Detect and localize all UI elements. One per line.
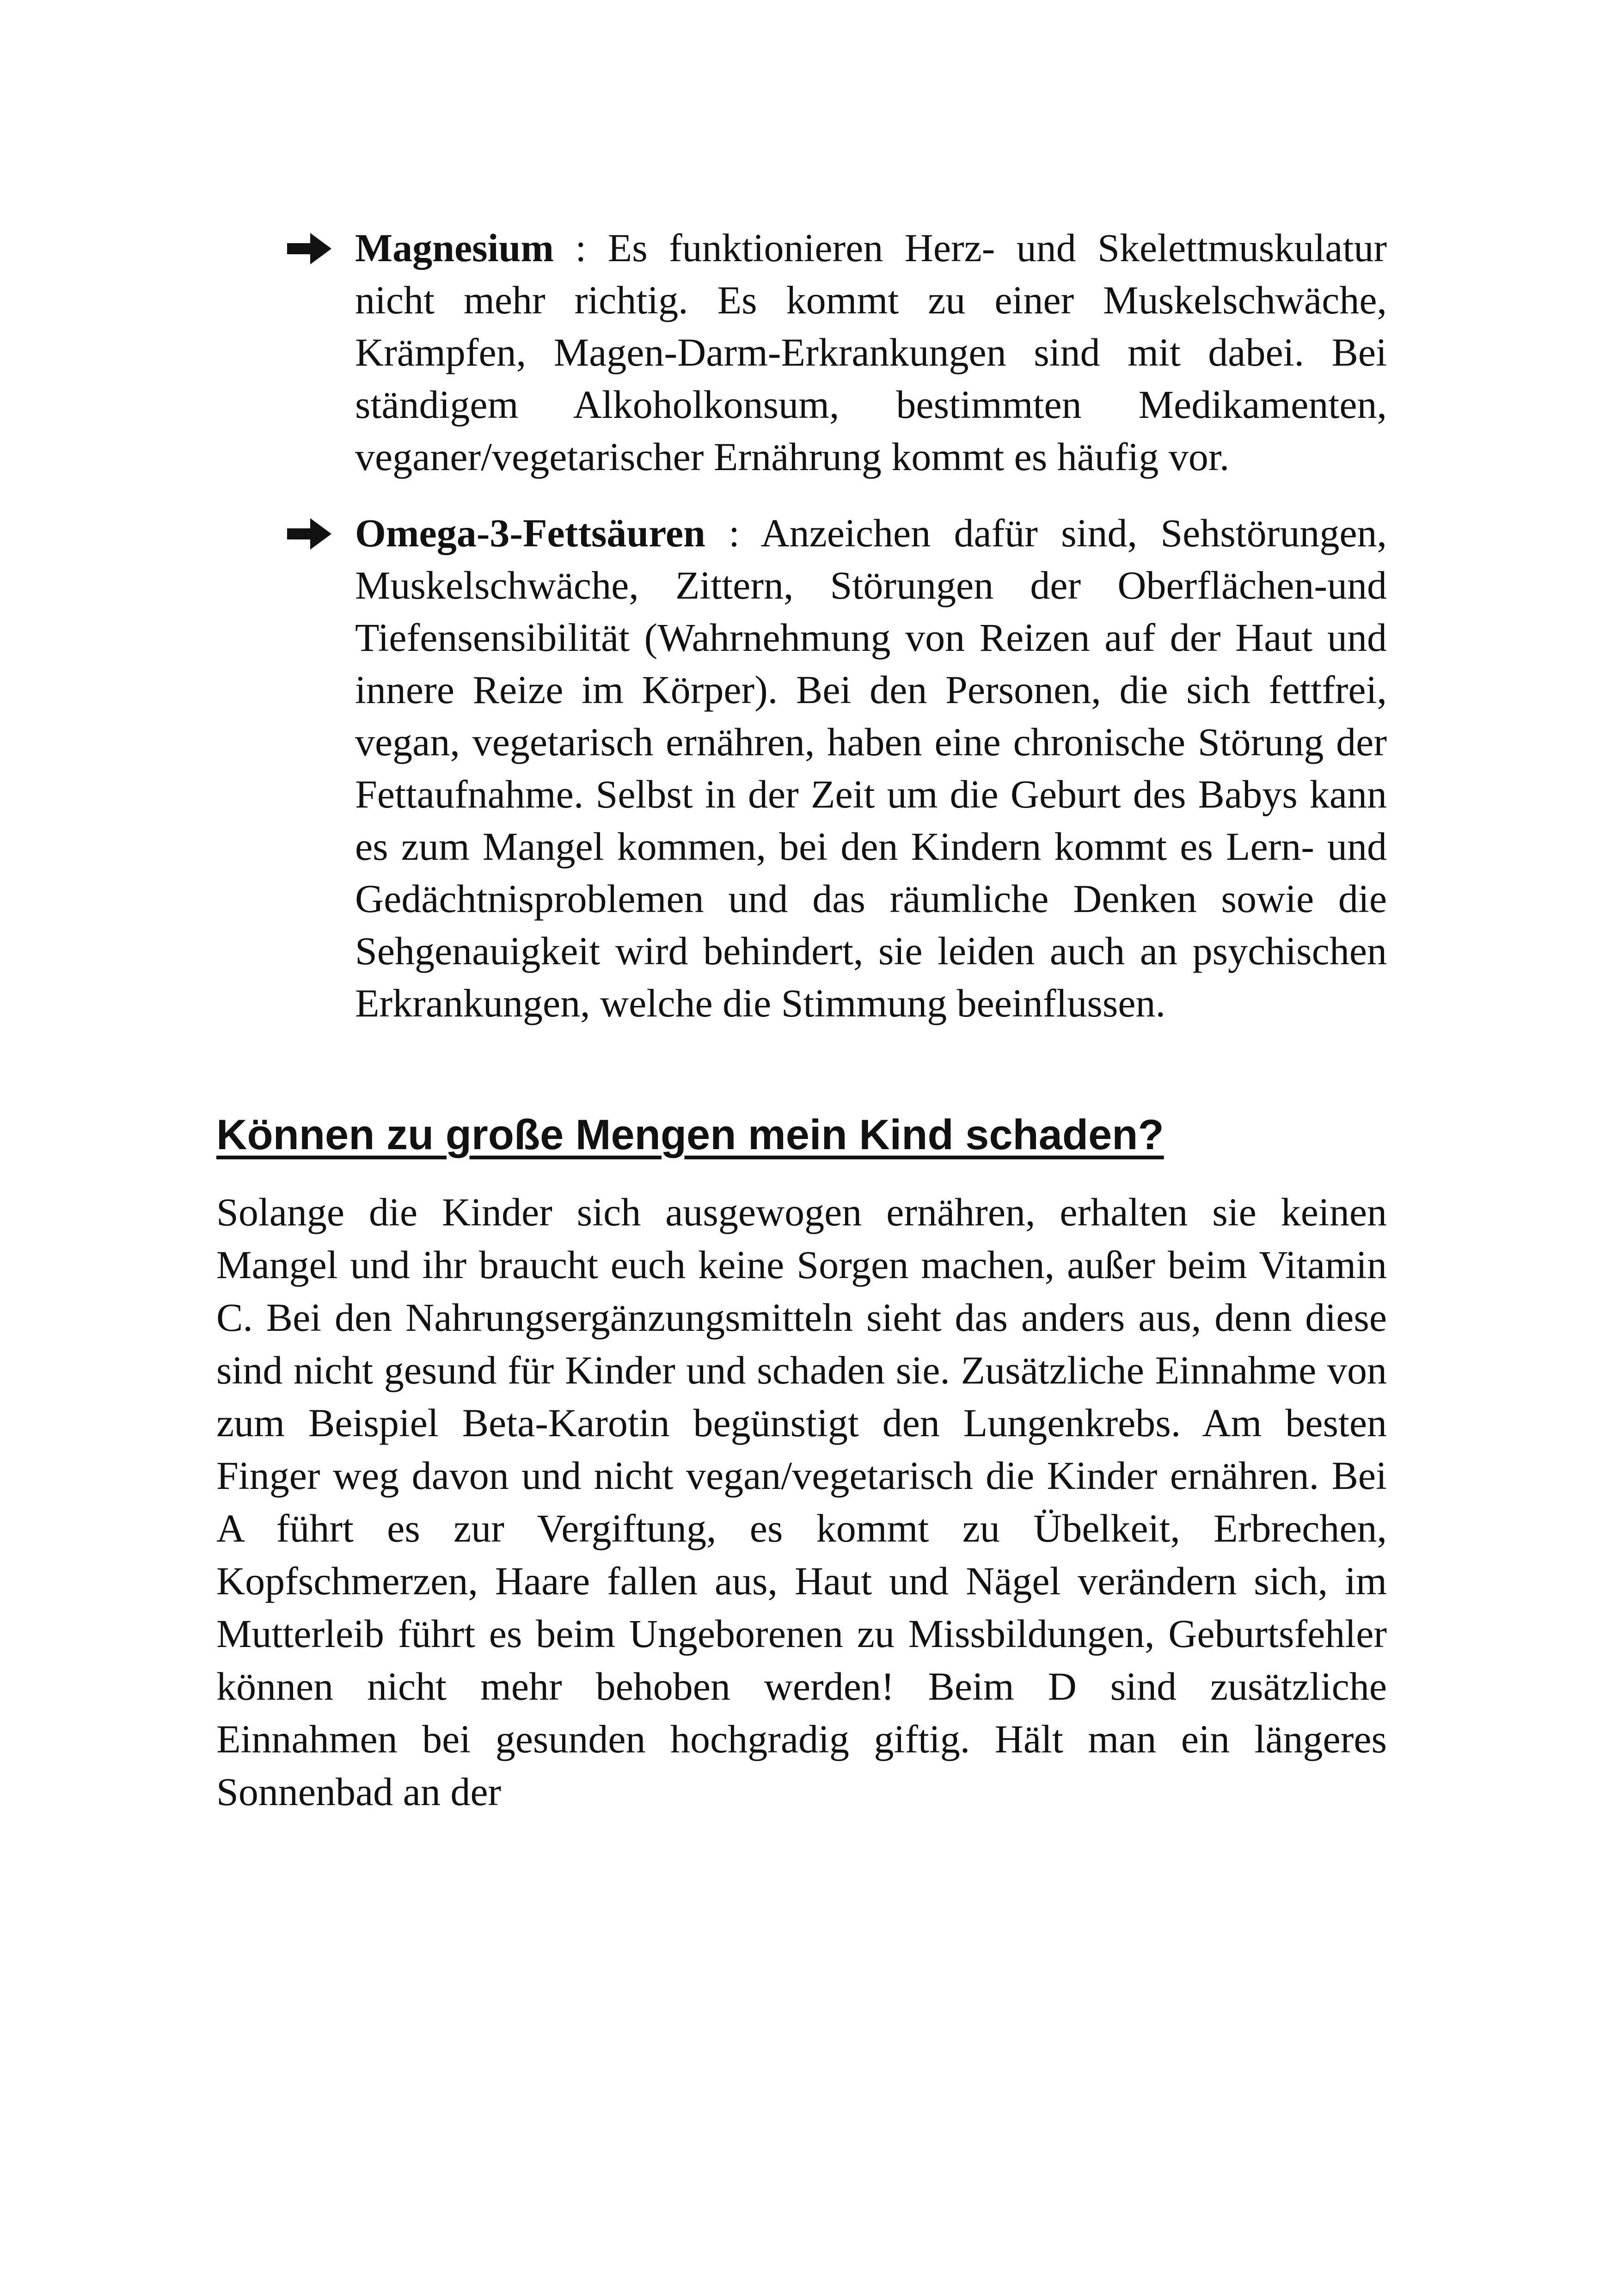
page-content — [216, 222, 1387, 1818]
bullet-item-omega-3 — [216, 507, 1387, 1029]
bullet-term: Magnesium — [355, 226, 554, 270]
arrow-right-icon — [283, 507, 339, 559]
arrow-right-icon — [283, 222, 339, 274]
bullet-separator: : — [554, 226, 608, 270]
bullet-separator: : — [705, 511, 761, 555]
section-heading: Können zu große Mengen mein Kind schaden? — [216, 1111, 1164, 1158]
section-paragraph: Solange die Kinder sich ausgewogen ernähren, erhalten sie keinen Mangel und ihr braucht euch keine Sorgen machen, außer beim Vitamin C. Bei den Nahrungsergänzungsmitteln sieht das anders aus, denn diese sind nicht gesund für Kinder und schaden sie. Zusätzliche Einnahme von zum Beispiel Beta-Karotin begünstigt den Lungenkrebs. Am besten Finger weg davon und nicht vegan/vegetarisch die Kinder ernähren. Bei A führt es zur Vergiftung, es kommt zu Übelkeit, Erbrechen, Kopfschmerzen, Haare fallen aus, Haut und Nägel verändern sich, im Mutterleib führt es beim Ungeborenen zu Missbildungen, Geburtsfehler können nicht mehr behoben werden! Beim D sind zusätzliche Einnahmen bei gesunden hochgradig giftig. Hält man ein längeres Sonnenbad an der — [216, 1190, 1387, 1814]
bullet-text: Anzeichen dafür sind, Sehstörungen, Muskelschwäche, Zittern, Störungen der Oberflächen-und Tiefensensibilität (Wahrnehmung von Reizen auf der Haut und innere Reize im Körper). Bei den Personen, die sich fettfrei, vegan, vegetarisch ernähren, haben eine chronische Störung der Fettaufnahme. Selbst in der Zeit um die Geburt des Babys kann es zum Mangel kommen, bei den Kindern kommt es Lern- und Gedächtnisproblemen und das räumliche Denken sowie die Sehgenauigkeit wird behindert, sie leiden auch an psychischen Erkrankungen, welche die Stimmung beeinflussen. — [355, 511, 1387, 1025]
bullet-text: Es funktionieren Herz- und Skelettmuskulatur nicht mehr richtig. Es kommt zu einer Muskelschwäche, Krämpfen, Magen-Darm-Erkrankungen sind mit dabei. Bei ständigem Alkoholkonsum, bestimmten Medikamenten, veganer/vegetarischer Ernährung kommt es häufig vor. — [355, 226, 1387, 479]
bullet-item-magnesium — [216, 222, 1387, 483]
bullet-term: Omega-3-Fettsäuren — [355, 511, 705, 555]
